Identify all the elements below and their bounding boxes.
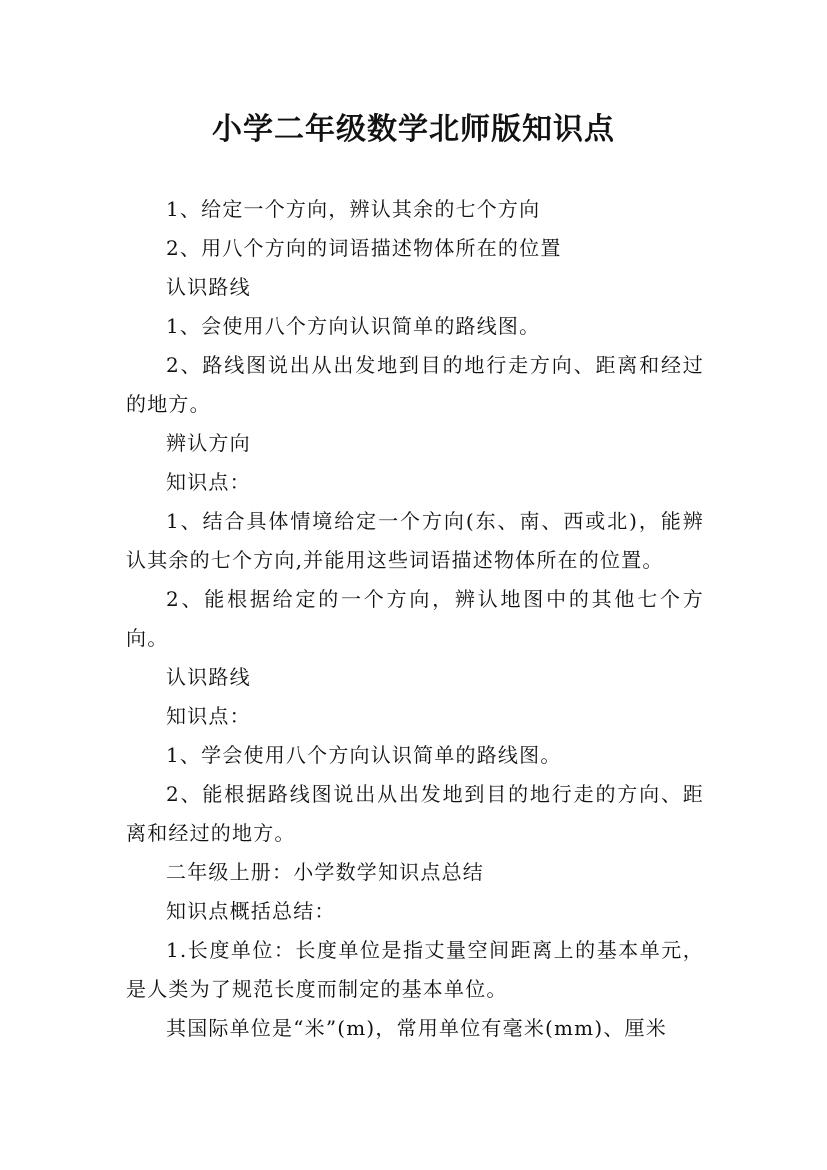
- paragraph: 1、结合具体情境给定一个方向(东、南、西或北)，能辨认其余的七个方向,并能用这些词语描述物体所在的位置。: [126, 509, 704, 572]
- section-heading: 认识路线: [166, 665, 251, 689]
- paragraph: 2、路线图说出从出发地到目的地行走方向、距离和经过的地方。: [126, 353, 704, 416]
- knowledge-label: 知识点概括总结：: [166, 899, 336, 923]
- document-title: 小学二年级数学北师版知识点: [212, 112, 615, 147]
- section-heading: 认识路线: [166, 275, 251, 299]
- paragraph: 1、学会使用八个方向认识简单的路线图。: [166, 743, 562, 767]
- knowledge-label: 知识点：: [166, 704, 251, 728]
- paragraph: 2、能根据给定的一个方向，辨认地图中的其他七个方向。: [126, 587, 704, 650]
- paragraph: 1、给定一个方向，辨认其余的七个方向: [166, 197, 541, 221]
- document-body: [126, 190, 704, 1048]
- knowledge-label: 知识点：: [166, 470, 251, 494]
- paragraph: 2、用八个方向的词语描述物体所在的位置: [166, 236, 562, 260]
- section-heading: 辨认方向: [166, 431, 251, 455]
- paragraph: 1、会使用八个方向认识简单的路线图。: [166, 314, 541, 338]
- paragraph: 其国际单位是“米”(m)，常用单位有毫米(mm)、厘米: [166, 1016, 667, 1040]
- paragraph: 2、能根据路线图说出从出发地到目的地行走的方向、距离和经过的地方。: [126, 782, 704, 845]
- paragraph: 1.长度单位：长度单位是指丈量空间距离上的基本单元，是人类为了规范长度而制定的基本单位。: [126, 938, 704, 1001]
- section-heading: 二年级上册：小学数学知识点总结: [166, 860, 484, 884]
